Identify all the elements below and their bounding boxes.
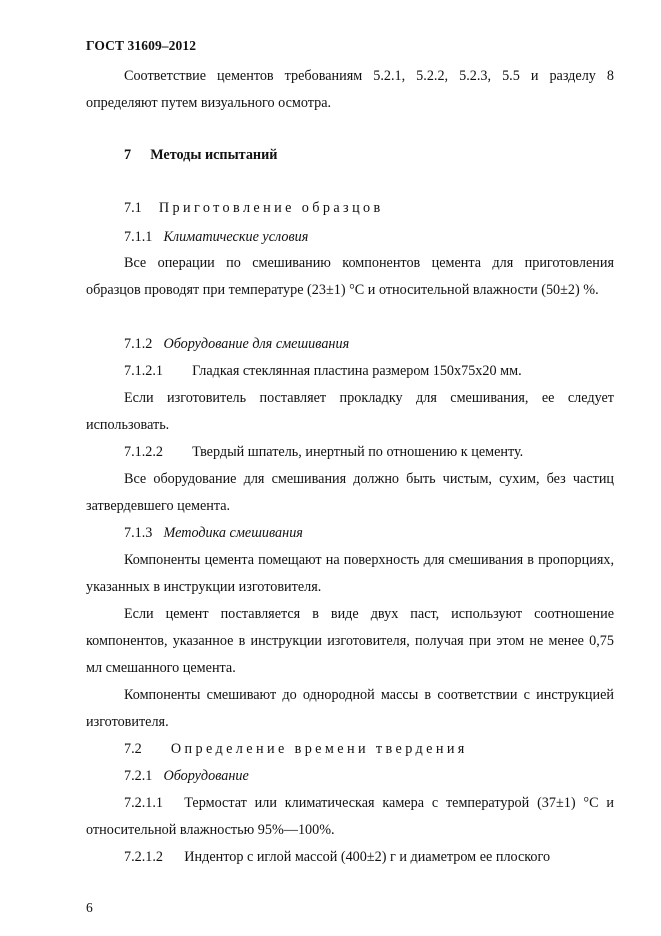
thermostat-paragraph: 7.2.1.1 Термостат или климатическая камера с температурой (37±1) °С и относительной влажностью 95%—100%. [86,795,614,838]
intro-paragraph: Соответствие цементов требованиям 5.2.1, 5.2.2, 5.2.3, 5.5 и разделу 8 определяют путем визуального осмотра. [86,68,614,111]
section-7-1-3-number: 7.1.3 [124,525,153,541]
climate-paragraph: Все операции по смешиванию компонентов цемента для приготовления образцов проводят при температуре (23±1) °С и относительной влажности (50±2) %. [86,255,614,298]
section-7-1-1-title: Климатические условия [163,229,309,245]
page-number: 6 [86,900,93,915]
item-7-1-2-2 [124,439,523,466]
item-7-1-2-1-text: Гладкая стеклянная пластина размером 150х75х20 мм. [192,363,522,379]
section-7-1-title: Приготовление образцов [158,200,384,216]
section-7-1-1-heading [124,224,308,251]
two-paste-paragraph: Если цемент поставляется в виде двух паст, используют соотношение компонентов, указанное в инструкции изготовителя, получая при этом не менее 0,75 мл смешанного цемента. [86,606,614,676]
section-7-1-2-heading [124,331,349,358]
section-7-1-3-heading [124,520,303,547]
standard-header: ГОСТ 31609–2012 [86,38,197,53]
item-7-1-2-1-number: 7.1.2.1 [124,363,164,379]
section-7-2-heading [124,736,468,763]
section-7-1-1-number: 7.1.1 [124,229,153,245]
section-7-number: 7 [124,147,132,163]
section-7-1-2-title: Оборудование для смешивания [163,336,350,352]
section-7-2-title: Определение времени твердения [170,741,468,757]
section-7-heading [124,142,277,169]
section-7-2-1-title: Оборудование [163,768,249,784]
section-7-title: Методы испытаний [150,147,278,163]
section-7-1-heading [124,195,384,222]
clean-paragraph: Все оборудование для смешивания должно быть чистым, сухим, без частиц затвердевшего цемента. [86,471,614,514]
section-7-2-1-heading [124,763,249,790]
section-7-2-number: 7.2 [124,741,142,757]
section-7-1-3-title: Методика смешивания [163,525,303,541]
item-7-1-2-2-text: Твердый шпатель, инертный по отношению к цементу. [192,444,524,460]
section-7-2-1-number: 7.2.1 [124,768,153,784]
section-7-1-2-number: 7.1.2 [124,336,153,352]
section-7-1-number: 7.1 [124,200,142,216]
indentor-paragraph: 7.2.1.2 Индентор с иглой массой (400±2) г и диаметром ее плоского [124,849,551,865]
item-7-1-2-1 [124,358,522,385]
item-7-1-2-2-number: 7.1.2.2 [124,444,164,460]
place-paragraph: Компоненты цемента помещают на поверхность для смешивания в пропорциях, указанных в инструкции изготовителя. [86,552,614,595]
mixing-paragraph: Компоненты смешивают до однородной массы в соответствии с инструкцией изготовителя. [86,687,614,730]
pad-paragraph: Если изготовитель поставляет прокладку для смешивания, ее следует использовать. [86,390,614,433]
